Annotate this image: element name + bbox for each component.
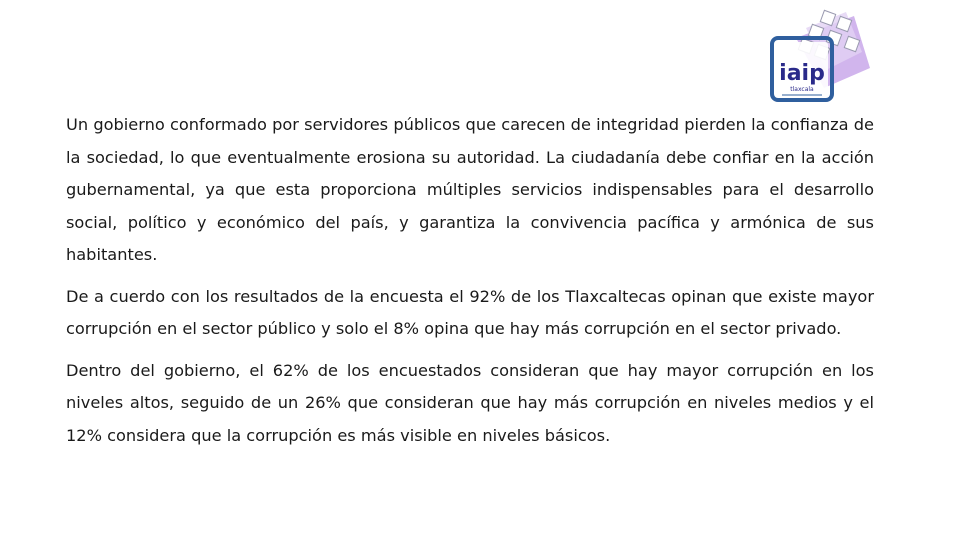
paragraph-government-levels: Dentro del gobierno, el 62% de los encuestados consideran que hay mayor corrupción en los niveles altos, seguido de un 26% que consideran que hay más corrupción en niveles medios y el 12% considera que la corrupción es más visible en niveles básicos. (66, 360, 874, 445)
paragraph-survey-sectors: De a cuerdo con los resultados de la encuesta el 92% de los Tlaxcaltecas opinan que existe mayor corrupción en el sector público y solo el 8% opina que hay más corrupción en el sector privado. (66, 286, 874, 338)
paragraph-integrity: Un gobierno conformado por servidores públicos que carecen de integridad pierden la confianza de la sociedad, lo que eventualmente erosiona su autoridad. La ciudadanía debe confiar en la acción gubernamental, ya que esta proporciona múltiples servicios indispensables para el desarrollo social, político y económico del país, y garantiza la convivencia pacífica y armónica de sus habitantes. (66, 115, 874, 264)
body-text (66, 109, 874, 452)
logo-text: iaip (779, 61, 825, 86)
logo-subtext: tlaxcala (790, 86, 814, 93)
iaip-logo (766, 8, 872, 106)
